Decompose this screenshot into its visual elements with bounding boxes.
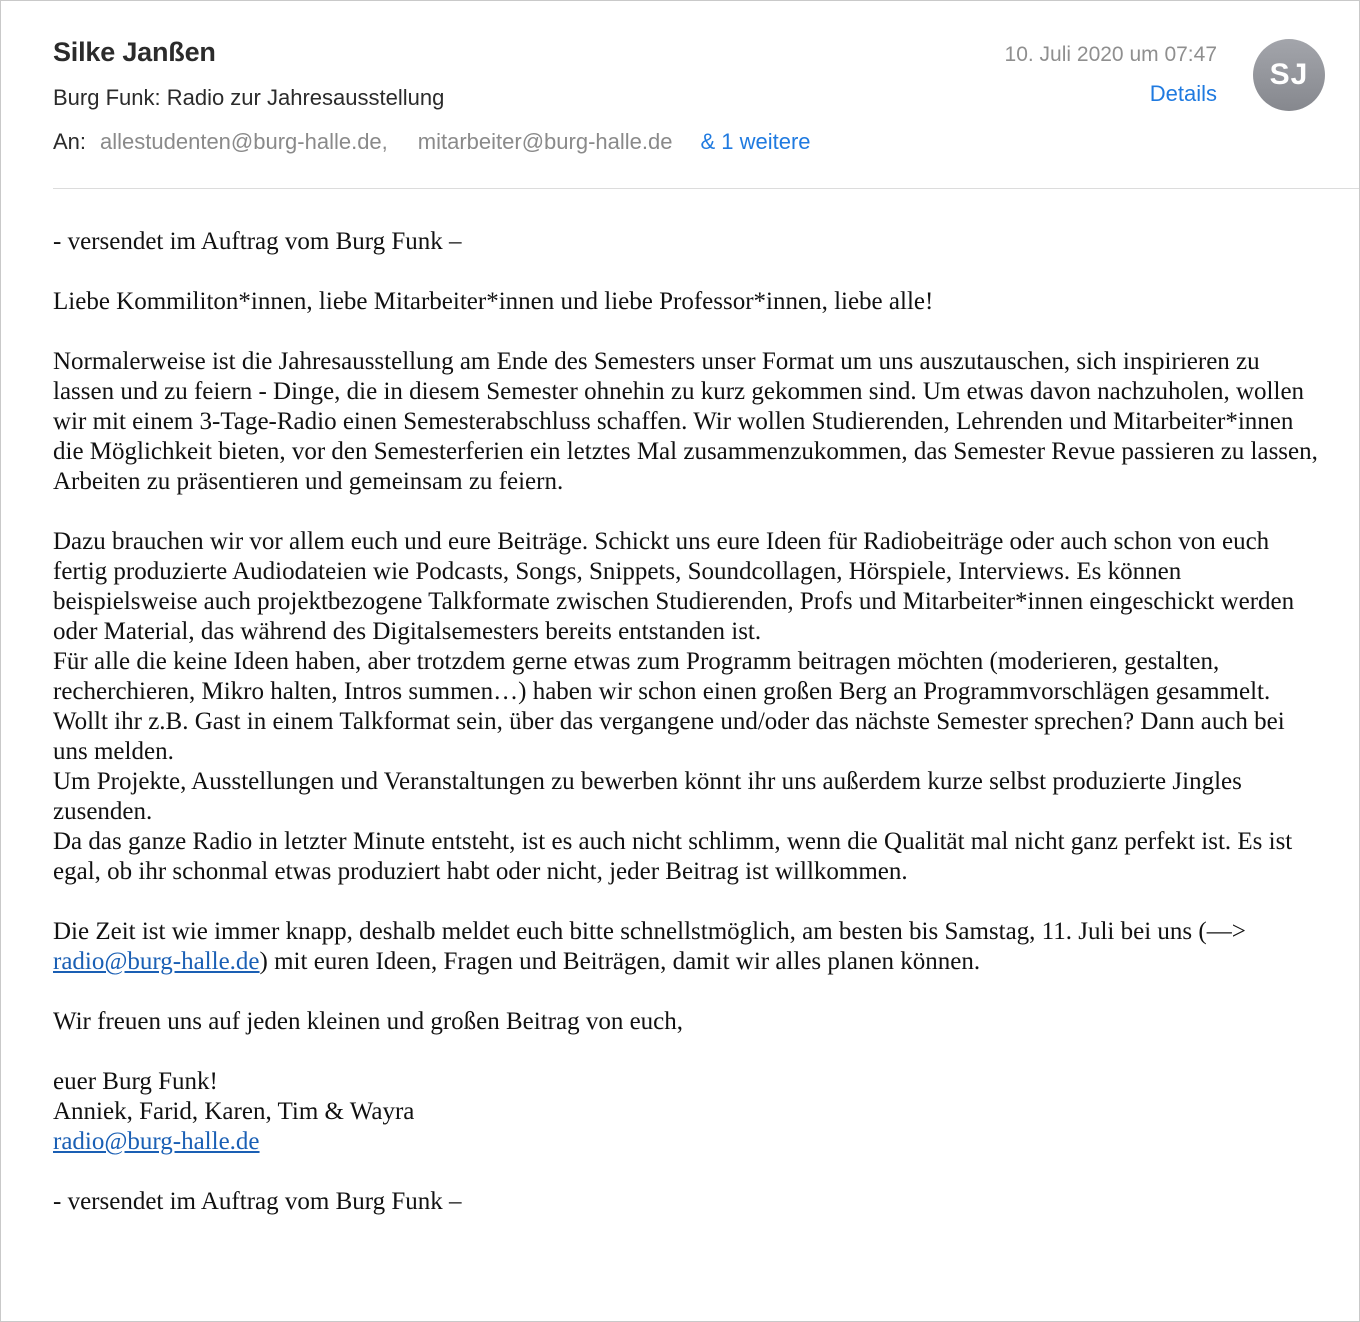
message-subject: Burg Funk: Radio zur Jahresausstellung bbox=[53, 85, 445, 110]
email-link[interactable]: radio@burg-halle.de bbox=[53, 948, 260, 975]
email-link[interactable]: radio@burg-halle.de bbox=[53, 1128, 260, 1155]
body-text: Die Zeit ist wie immer knapp, deshalb meldet euch bitte schnellstmöglich, am besten bis Samstag, 11. Juli bei uns (—> bbox=[53, 918, 1246, 945]
signature-line: euer Burg Funk! bbox=[53, 1068, 218, 1095]
avatar-initials: SJ bbox=[1269, 58, 1309, 91]
body-paragraph: Für alle die keine Ideen haben, aber trotzdem gerne etwas zum Programm beitragen möchten (moderieren, gestalten, recherchieren, Mikro halten, Intros summen…) haben wir schon einen großen Berg an Programmvorschlägen gesammelt. Wollt ihr z.B. Gast in einem Talkformat sein, über das vergangene und/oder das nächste Semester sprechen? Dann auch bei uns melden. bbox=[53, 648, 1285, 765]
message-date: 10. Juli 2020 um 07:47 bbox=[1004, 43, 1217, 66]
body-text: ) mit euren Ideen, Fragen und Beiträgen, damit wir alles planen können. bbox=[259, 948, 981, 975]
body-paragraph: Dazu brauchen wir vor allem euch und eure Beiträge. Schickt uns eure Ideen für Radiobeiträge oder auch schon von euch fertig produzierte Audiodateien wie Podcasts, Songs, Snippets, Soundcollagen, Hörspiele, Interviews. Es können beispielsweise auch projektbezogene Talkformate zwischen Studierenden, Profs und Mitarbeiter*innen eingeschickt werden oder Material, das während des Digitalsemesters bereits entstanden ist. bbox=[53, 528, 1295, 645]
sender-name[interactable]: Silke Janßen bbox=[53, 37, 216, 67]
message-body bbox=[53, 227, 1323, 1217]
signature-link-line bbox=[53, 1127, 1323, 1157]
header-divider bbox=[53, 188, 1359, 189]
recipient-address[interactable]: allestudenten@burg-halle.de, bbox=[100, 129, 388, 154]
body-paragraph: Liebe Kommiliton*innen, liebe Mitarbeiter*innen und liebe Professor*innen, liebe alle! bbox=[53, 288, 934, 315]
avatar bbox=[1253, 39, 1325, 111]
body-paragraph: Wir freuen uns auf jeden kleinen und großen Beitrag von euch, bbox=[53, 1008, 684, 1035]
body-paragraph: - versendet im Auftrag vom Burg Funk – bbox=[53, 1188, 462, 1215]
body-paragraph: Da das ganze Radio in letzter Minute entsteht, ist es auch nicht schlimm, wenn die Qualität mal nicht ganz perfekt ist. Es ist egal, ob ihr schonmal etwas produziert habt oder nicht, jeder Beitrag ist willkommen. bbox=[53, 828, 1293, 885]
recipients-row bbox=[53, 129, 811, 155]
details-link[interactable]: Details bbox=[1149, 81, 1217, 106]
signature-line: Anniek, Farid, Karen, Tim & Wayra bbox=[53, 1098, 415, 1125]
recipient-address[interactable]: mitarbeiter@burg-halle.de bbox=[417, 129, 673, 154]
more-recipients-link[interactable]: & 1 weitere bbox=[700, 129, 811, 154]
body-paragraph: Normalerweise ist die Jahresausstellung am Ende des Semesters unser Format um uns auszutauschen, sich inspirieren zu lassen und zu feiern - Dinge, die in diesem Semester ohnehin zu kurz gekommen sind. Um etwas davon nachzuholen, wollen wir mit einem 3-Tage-Radio einen Semesterabschluss schaffen. Wir wollen Studierenden, Lehrenden und Mitarbeiter*innen die Möglichkeit bieten, vor den Semesterferien ein letztes Mal zusammenzukommen, das Semester Revue passieren zu lassen, Arbeiten zu präsentieren und gemeinsam zu feiern. bbox=[53, 348, 1318, 495]
body-paragraph: Um Projekte, Ausstellungen und Veranstaltungen zu bewerben könnt ihr uns außerdem kurze selbst produzierte Jingles zusenden. bbox=[53, 768, 1242, 825]
body-paragraph: - versendet im Auftrag vom Burg Funk – bbox=[53, 228, 462, 255]
to-label: An: bbox=[53, 129, 87, 154]
body-paragraph bbox=[53, 917, 1323, 977]
